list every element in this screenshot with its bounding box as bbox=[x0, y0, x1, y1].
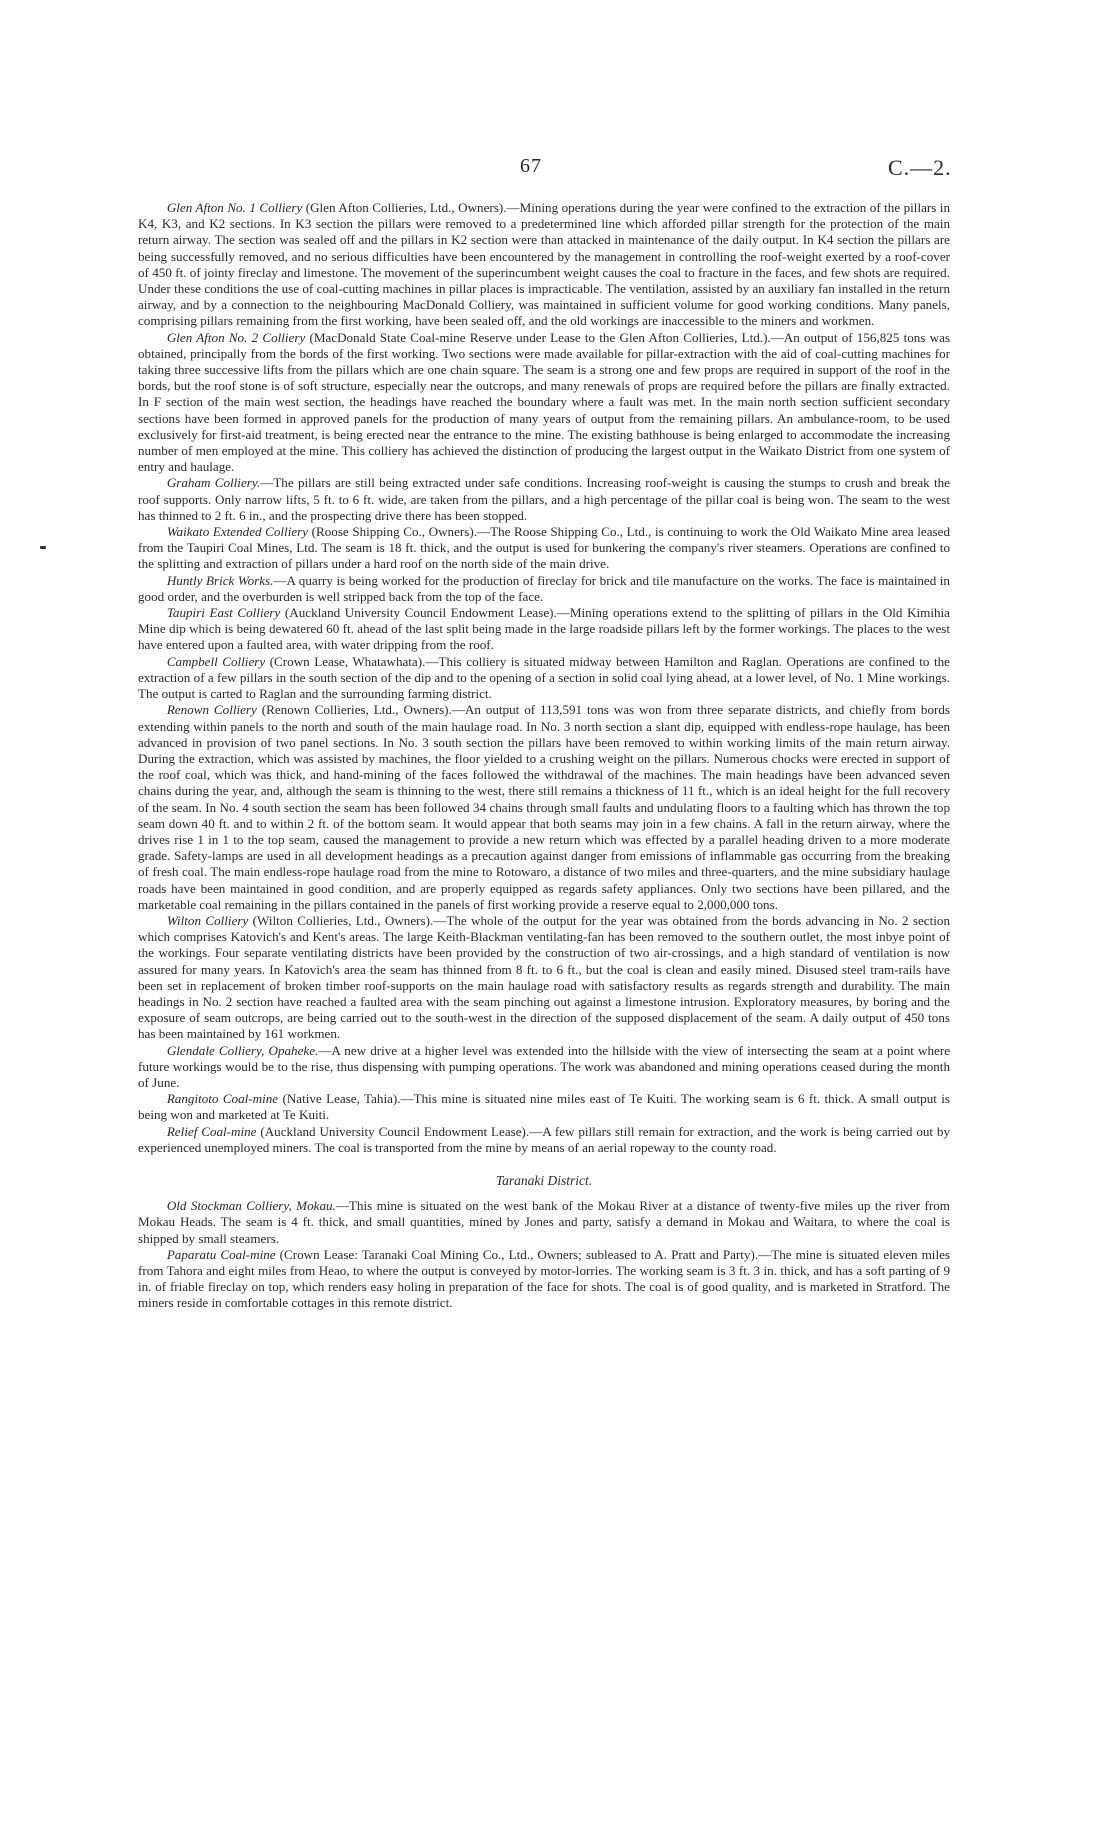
paragraph-relief bbox=[138, 1124, 950, 1156]
paragraph-text: (Wilton Collieries, Ltd., Owners).—The whole of the output for the year was obtained from the bords advancing in No. 2 section which comprises Katovich's and Kent's areas. The large Keith-Blackman ventilating-fan has been removed to the southern outlet, the most inbye point of the workings. Four separate ventilating districts have been provided by the construction of two air-crossings, and a high standard of ventilation is now assured for many years. In Katovich's area the seam has thinned from 8 ft. to 6 ft., but the coal is clean and easily mined. Disused steel tram-rails have been set in replacement of broken timber roof-supports on the main haulage road with satisfactory results as regards strength and durability. The main headings in No. 2 section have reached a faulted area with the seam pinching out against a limestone intrusion. Exploratory measures, by boring and the exposure of seam outcrops, are being carried out to the south-west in the direction of the supposed displacement of the seam. A daily output of 450 tons has been maintained by 161 workmen. bbox=[138, 912, 950, 1042]
paragraph-text: (Auckland University Council Endowment Lease).—Mining operations extend to the splitting of pillars in the Old Kimihia Mine dip which is being dewatered 60 ft. ahead of the last split being made in the large roadside pillars left by the former workings. The places to the west have entered upon a faulted area, with water dripping from the roof. bbox=[138, 605, 950, 653]
colliery-name: Huntly Brick Works. bbox=[166, 572, 274, 588]
report-code: C.—2. bbox=[888, 155, 952, 180]
paragraph-wilton bbox=[138, 913, 950, 1043]
paragraph-text: (Glen Afton Collieries, Ltd., Owners).—Mining operations during the year were confined to the extraction of the pillars in K4, K3, and K2 sections. In K3 section the pillars were removed to a predetermined line which afforded pillar strength for the protection of the main return airway. The section was sealed off and the pillars in K2 section were than attacked in maintenance of the daily output. In K4 section the pillars are being successfully removed, and no serious difficulties have been encountered by the management in controlling the roof-weight exerted by a roof-cover of 450 ft. of jointy fireclay and limestone. The movement of the superincumbent weight causes the coal to fracture in the faces, and few shots are required. Under these conditions the use of coal-cutting machines in pillar places is impracticable. The ventilation, assisted by an auxiliary fan installed in the return airway, and by a connection to the neighbouring MacDonald Colliery, was maintained in sufficient volume for good working conditions. Many panels, comprising pillars remaining from the first working, have been sealed off, and the old workings are inaccessible to the miners and workmen. bbox=[138, 200, 950, 329]
paragraph-text: —A new drive at a higher level was extended into the hillside with the view of intersecting the seam at a point where future workings would be to the rise, thus dispensing with pumping operations. The work was abandoned and mining operations ceased during the month of June. bbox=[138, 1042, 951, 1090]
paragraph-rangitoto bbox=[138, 1091, 950, 1123]
paragraph-text: (MacDonald State Coal-mine Reserve under Lease to the Glen Afton Collieries, Ltd.).—An output of 156,825 tons was obtained, principally from the bords of the first working. Two sections were made available for pillar-extraction with the aid of coal-cutting machines for taking three successive lifts from the pillars which are one chain square. The seam is a strong one and few props are required in support of the roof in the bords, but the roof stone is of soft structure, especially near the outcrops, and many renewals of props are required before the pillars are finally extracted. In F section of the main west section, the headings have reached the boundary where a fault was met. In the main north section sufficient secondary sections have been formed in approved panels for the production of many years of output from the remaining pillars. An ambulance-room, to be used exclusively for first-aid treatment, is being erected near the entrance to the mine. The existing bathhouse is being enlarged to accommodate the increasing number of men employed at the mine. This colliery has achieved the distinction of producing the largest output in the Waikato District from one system of entry and haulage. bbox=[138, 329, 950, 475]
colliery-name: Relief Coal-mine bbox=[166, 1123, 257, 1139]
paragraph-taupiri-east bbox=[138, 605, 950, 654]
paragraph-text: —The pillars are still being extracted under safe conditions. Increasing roof-weight is causing the stumps to crush and break the roof supports. Only narrow lifts, 5 ft. to 6 ft. wide, are taken from the pillars, and a high percentage of the pillar coal is being won. The seam to the west has thinned to 2 ft. 6 in., and the prospecting drive there has been stopped. bbox=[138, 475, 950, 523]
paragraph-renown bbox=[138, 702, 950, 913]
paragraph-text: (Renown Collieries, Ltd., Owners).—An output of 113,591 tons was won from three separate districts, and chiefly from bords extending within panels to the north and south of the main haulage road. In No. 3 north section a slant dip, equipped with endless-rope haulage, has been advanced in provision of two panel sections. In No. 3 south section the pillars have been removed to within working limits of the main return airway. During the extraction, which was assisted by machines, the floor yielded to a crushing weight on the pillars. Numerous chocks were erected in support of the roof coal, which was thick, and hand-mining of the faces followed the withdrawal of the machines. The main headings have been advanced seven chains during the year, and, although the seam is thinning to the west, there still remains a thickness of 11 ft., which is an ideal height for the full recovery of the seam. In No. 4 south section the seam has been followed 34 chains through small faults and undulating floors to a faulting which has thrown the top seam down 40 ft. and to within 2 ft. of the bottom seam. It would appear that both seams may join in a few chains. A fall in the return airway, where the drives rise 1 in 1 to the top seam, caused the management to provide a new return which was effected by a parallel heading driven to a more moderate grade. Safety-lamps are used in all development headings as a precaution against danger from emissions of inflammable gas occurring from the breaking of fresh coal. The main endless-rope haulage road from the mine to Rotowaro, a distance of two miles and three-quarters, and the mine subsidiary haulage roads have been maintained in good condition, and are properly equipped as regards safety appliances. Only two sections have been pillared, and the marketable coal remaining in the pillars contained in the panels of first working provide a reserve equal to 2,000,000 tons. bbox=[138, 702, 951, 912]
paragraph-text: —A quarry is being worked for the production of fireclay for brick and tile manufacture on the works. The face is maintained in good order, and the overburden is well stripped back from the top of the face. bbox=[138, 572, 950, 604]
colliery-name: Graham Colliery. bbox=[166, 475, 261, 491]
paragraph-text: (Native Lease, Tahia).—This mine is situated nine miles east of Te Kuiti. The working seam is 6 ft. thick. A small output is being won and marketed at Te Kuiti. bbox=[138, 1091, 950, 1123]
paragraph-text: (Crown Lease, Whatawhata).—This colliery is situated midway between Hamilton and Raglan. Operations are confined to the extraction of a few pillars in the south section of the dip and to the opening of a section in solid coal lying ahead, at a lower level, of No. 1 Mine workings. The output is carted to Raglan and the surrounding farming district. bbox=[138, 653, 950, 702]
colliery-name: Glendale Colliery, Opaheke. bbox=[166, 1042, 319, 1058]
colliery-name: Wilton Colliery bbox=[166, 912, 249, 928]
paragraph-paparatu bbox=[138, 1247, 950, 1312]
paragraph-glendale bbox=[138, 1043, 950, 1092]
paragraph-glen-afton-2 bbox=[138, 330, 950, 476]
colliery-name: Paparatu Coal-mine bbox=[166, 1246, 276, 1262]
colliery-name: Taupiri East Colliery bbox=[166, 605, 281, 621]
colliery-name: Rangitoto Coal-mine bbox=[166, 1091, 279, 1107]
document-body bbox=[138, 200, 950, 1312]
page-number: 67 bbox=[520, 155, 542, 177]
section-heading: Taranaki District. bbox=[495, 1172, 593, 1188]
colliery-name: Glen Afton No. 1 Colliery bbox=[166, 200, 303, 215]
paragraph-huntly-brick bbox=[138, 573, 950, 605]
paragraph-text: (Auckland University Council Endowment Lease).—A few pillars still remain for extraction, and the work is being carried out by experienced unemployed miners. The coal is transported from the mine by means of an aerial ropeway to the county road. bbox=[138, 1123, 950, 1155]
colliery-name: Renown Colliery bbox=[166, 702, 257, 718]
colliery-name: Glen Afton No. 2 Colliery bbox=[166, 329, 306, 345]
paragraph-campbell bbox=[138, 654, 950, 703]
colliery-name: Waikato Extended Colliery bbox=[166, 524, 309, 540]
paragraph-old-stockman bbox=[138, 1198, 950, 1247]
paragraph-graham bbox=[138, 475, 950, 524]
paragraph-text: —This mine is situated on the west bank of the Mokau River at a distance of twenty-five miles up the river from Mokau Heads. The seam is 4 ft. thick, and small quantities, mined by Jones and party, satisfy a demand in Mokau and Waitara, to where the coal is shipped by small steamers. bbox=[138, 1198, 950, 1246]
margin-mark bbox=[40, 546, 46, 549]
colliery-name: Old Stockman Colliery, Mokau. bbox=[166, 1198, 336, 1214]
paragraph-text: (Crown Lease: Taranaki Coal Mining Co., Ltd., Owners; subleased to A. Pratt and Party).—The mine is situated eleven miles from Tahora and eight miles from Heao, to where the output is conveyed by motor-lorries. The working seam is 3 ft. 3 in. thick, and has a soft parting of 9 in. of friable fireclay on top, which renders easy holing in preparation of the face for shots. The coal is of good quality, and is marketed in Stratford. The miners reside in comfortable cottages in this remote district. bbox=[138, 1246, 950, 1311]
paragraph-waikato-extended bbox=[138, 524, 950, 573]
paragraph-text: (Roose Shipping Co., Owners).—The Roose Shipping Co., Ltd., is continuing to work the Old Waikato Mine area leased from the Taupiri Coal Mines, Ltd. The seam is 18 ft. thick, and the output is used for bunkering the company's river steamers. Operations are confined to the splitting and extraction of pillars under a hard roof on the north side of the main drive. bbox=[138, 524, 951, 572]
paragraph-glen-afton-1 bbox=[138, 200, 950, 330]
colliery-name: Campbell Colliery bbox=[166, 653, 266, 669]
